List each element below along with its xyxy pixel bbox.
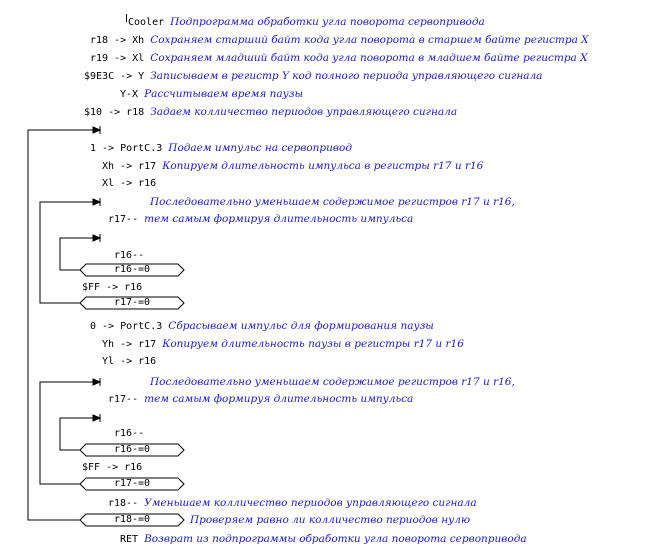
code-text: $10 -> r18	[84, 107, 145, 118]
code-text: r17--	[108, 214, 139, 225]
code-text: r18 -> Xh	[90, 35, 145, 46]
decision-label: r16-=0	[113, 264, 151, 275]
code-text: Yh -> r17	[102, 339, 157, 350]
code-text: r18--	[108, 498, 139, 509]
comment-text: Подаем импульс на сервопривод	[168, 142, 352, 154]
decision-r17-zero	[80, 478, 184, 490]
comment-text: Сбрасываем импульс для формирования паузы	[168, 320, 434, 332]
comment-text: Записываем в регистр Y код полного периода управляющего сигнала	[150, 70, 543, 82]
comment-text: Сохраняем старший байт кода угла поворота в старшем байте регистра X	[150, 34, 589, 46]
code-text: 0 -> PortC.3	[90, 321, 163, 332]
comment-text: Копируем длительность импульса в регистры r17 и r16	[162, 160, 484, 172]
comment-text: Последовательно уменьшаем содержимое регистров r17 и r16,	[150, 196, 515, 208]
code-text: Xh -> r17	[102, 161, 157, 172]
code-text: Y-X	[120, 89, 139, 100]
comment-text: Задаем колличество периодов управляющего сигнала	[150, 106, 458, 118]
decision-r18-zero	[80, 514, 184, 526]
decision-r17-zero	[80, 297, 184, 309]
code-text: r17--	[108, 394, 139, 405]
decision-label: r18-=0	[113, 514, 151, 525]
decision-r16-zero	[80, 444, 184, 456]
decision-label: r17-=0	[113, 297, 151, 308]
code-text: Cooler	[128, 17, 165, 28]
decision-label: r16-=0	[113, 444, 151, 455]
code-text: 1 -> PortC.3	[90, 143, 163, 154]
code-text: r16--	[114, 250, 145, 261]
decision-label: r17-=0	[113, 478, 151, 489]
comment-text: тем самым формируя длительность импульса	[144, 213, 414, 225]
comment-text: Копируем длительность паузы в регистры r17 и r16	[162, 338, 464, 350]
code-text: Yl -> r16	[102, 356, 157, 367]
comment-text: Последовательно уменьшаем содержимое регистров r17 и r16,	[150, 376, 515, 388]
code-text: $FF -> r16	[82, 282, 143, 293]
comment-text: Уменьшаем колличество периодов управляющего сигнала	[144, 497, 477, 509]
code-text: RET	[120, 534, 139, 545]
code-text: r19 -> Xl	[90, 53, 145, 64]
code-text: $FF -> r16	[82, 462, 143, 473]
code-text: r16--	[114, 428, 145, 439]
comment-text: Сохраняем младший байт кода угла поворота в младшем байте регистра X	[150, 52, 588, 64]
code-text: Xl -> r16	[102, 178, 157, 189]
comment-text: Проверяем равно ли колличество периодов нулю	[190, 514, 471, 526]
decision-r16-zero	[80, 264, 184, 276]
comment-text: тем самым формируя длительность импульса	[144, 393, 414, 405]
code-text: $9E3C -> Y	[84, 71, 145, 82]
comment-text: Рассчитываем время паузы	[144, 88, 304, 100]
comment-text: Возврат из подпрограммы обработки угла поворота сервопривода	[144, 533, 527, 545]
comment-text: Подпрограмма обработки угла поворота сервопривода	[170, 16, 485, 28]
